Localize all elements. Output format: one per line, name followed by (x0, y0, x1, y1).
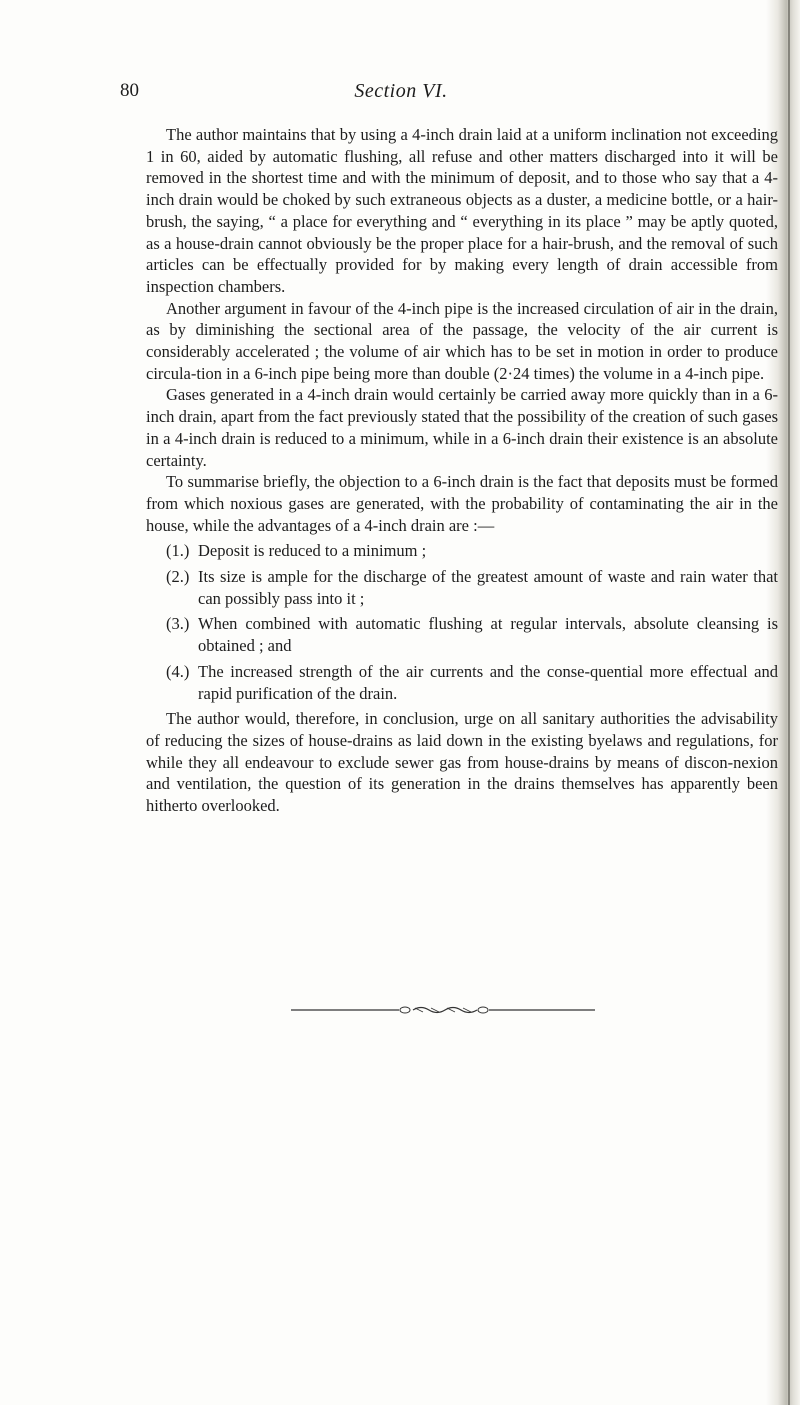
paragraph-1: The author maintains that by using a 4-inch drain laid at a uniform inclination not exceeding 1 in 60, aided by automatic flushing, all refuse and other matters discharged into it will be removed in the shortest time and with the minimum of deposit, and to those who say that a 4-inch drain would be choked by such extraneous objects as a duster, a medicine bottle, or a hair-brush, the saying, “ a place for everything and “ everything in its place ” may be aptly quoted, as a house-drain cannot obviously be the proper place for a hair-brush, and the removal of such articles can be effectually provided for by making every length of drain accessible from inspection chambers. (146, 125, 778, 296)
list-item-text: Its size is ample for the discharge of the greatest amount of waste and rain water that can possibly pass into it ; (198, 567, 778, 608)
page-number: 80 (120, 80, 139, 101)
list-item-number: (1.) (166, 541, 190, 561)
body-text (146, 124, 778, 817)
list-item-number: (4.) (166, 661, 190, 681)
paragraph-4: To summarise briefly, the objection to a 6-inch drain is the fact that deposits must be formed from which noxious gases are generated, with the probability of contaminating the air in the house, while the advantages of a 4-inch drain are :— (146, 472, 778, 535)
list-item-text: When combined with automatic flushing at regular intervals, absolute cleansing is obtained ; and (198, 614, 778, 656)
list-item (146, 613, 778, 656)
list-item (146, 566, 778, 609)
page-edge-line (788, 0, 790, 1405)
paragraph-5: The author would, therefore, in conclusion, urge on all sanitary authorities the advisability of reducing the sizes of house-drains as laid down in the existing byelaws and regulations, for while they all endeavour to exclude sewer gas from house-drains by means of discon-nexion and ventilation, the question of its generation in the drains themselves has apparently been hitherto overlooked. (146, 709, 778, 816)
paragraph-2: Another argument in favour of the 4-inch pipe is the increased circulation of air in the drain, as by diminishing the sectional area of the passage, the velocity of the air current is considerably accelerated ; the volume of air which has to be set in motion in order to produce circula-tion in a 6-inch pipe being more than double (2·24 times) the volume in a 4-inch pipe. (146, 298, 778, 383)
list-item-number: (2.) (166, 567, 190, 587)
paragraph-3: Gases generated in a 4-inch drain would certainly be carried away more quickly than in a 6-inch drain, apart from the fact previously stated that the possibility of the creation of such gases in a 4-inch drain is reduced to a minimum, while in a 6-inch drain their existence is an absolute certainty. (146, 385, 778, 470)
list-item (146, 661, 778, 704)
list-item-text: The increased strength of the air currents and the conse-quential more effectual and rapid purification of the drain. (198, 661, 778, 703)
decorative-rule-ornament (291, 1004, 595, 1016)
list-item-number: (3.) (166, 614, 190, 634)
page-header (120, 80, 682, 108)
list-item-text: Deposit is reduced to a minimum ; (198, 541, 427, 561)
running-head: Section VI. (354, 80, 448, 102)
advantages-list (146, 540, 778, 704)
list-item (146, 540, 778, 562)
